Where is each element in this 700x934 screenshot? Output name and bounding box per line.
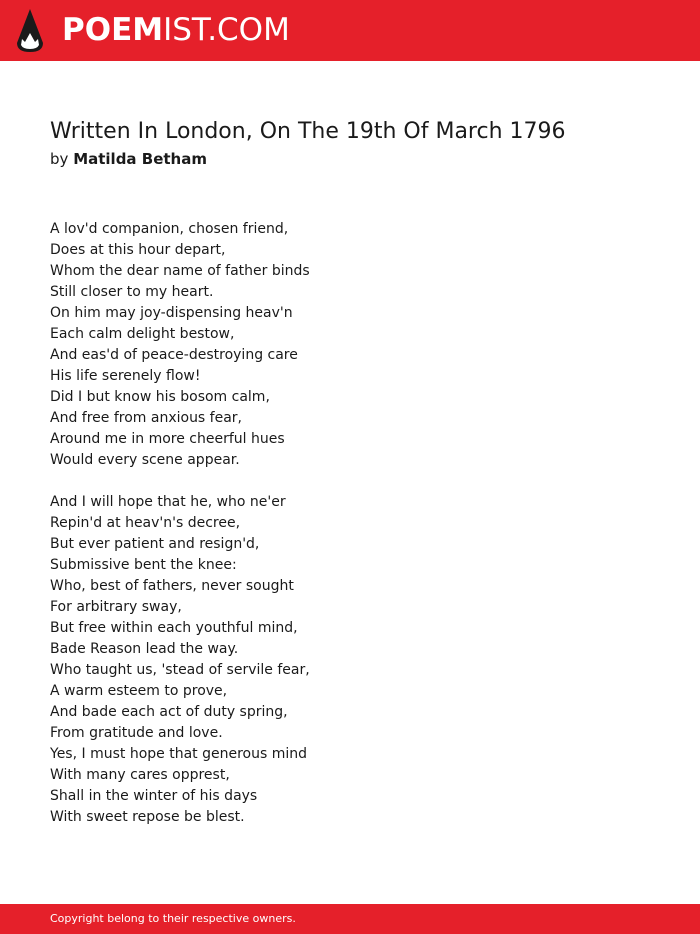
pencil-icon [17, 9, 43, 52]
poem-line: Around me in more cheerful hues [50, 431, 285, 447]
poem-line: And bade each act of duty spring, [50, 704, 288, 720]
poem-line: And eas'd of peace-destroying care [50, 347, 298, 363]
poem-line: Who taught us, 'stead of servile fear, [50, 662, 310, 678]
poem-line: Bade Reason lead the way. [50, 641, 239, 657]
poem-line: On him may joy-dispensing heav'n [50, 305, 293, 321]
poem-line: Submissive bent the knee: [50, 557, 237, 573]
copyright-text: Copyright belong to their respective owners. [50, 912, 296, 925]
poem-title: Written In London, On The 19th Of March 1796 [50, 119, 566, 144]
poem-line: Who, best of fathers, never sought [50, 578, 294, 594]
poem-line: Repin'd at heav'n's decree, [50, 515, 241, 531]
poem-line: Would every scene appear. [50, 452, 240, 468]
poem-line: For arbitrary sway, [50, 599, 182, 615]
logo-text-light: IST.COM [163, 12, 290, 48]
poem-line: Still closer to my heart. [50, 284, 214, 300]
poem-body [50, 219, 650, 849]
stanza [50, 219, 650, 471]
logo-text-bold: POEM [62, 12, 164, 48]
poem-line: But free within each youthful mind, [50, 620, 298, 636]
poem-line: But ever patient and resign'd, [50, 536, 260, 552]
poem-line: And I will hope that he, who ne'er [50, 494, 286, 510]
byline [50, 149, 207, 169]
poem-line: Shall in the winter of his days [50, 788, 258, 804]
poem-line: Does at this hour depart, [50, 242, 226, 258]
poem-line: Did I but know his bosom calm, [50, 389, 270, 405]
poem-line: From gratitude and love. [50, 725, 223, 741]
by-label: by [50, 150, 69, 168]
site-logo[interactable] [62, 9, 290, 52]
stanza [50, 492, 650, 828]
author-name: Matilda Betham [73, 150, 207, 168]
poem-line: And free from anxious fear, [50, 410, 243, 426]
poem-line: With many cares opprest, [50, 767, 230, 783]
poem-line: His life serenely flow! [50, 368, 201, 384]
site-header [0, 0, 700, 61]
poem-line: With sweet repose be blest. [50, 809, 245, 825]
poem-line: A lov'd companion, chosen friend, [50, 221, 289, 237]
poem-line: A warm esteem to prove, [50, 683, 228, 699]
poem-line: Each calm delight bestow, [50, 326, 235, 342]
poem-line: Yes, I must hope that generous mind [50, 746, 307, 762]
poem-line: Whom the dear name of father binds [50, 263, 310, 279]
site-footer [0, 904, 700, 934]
